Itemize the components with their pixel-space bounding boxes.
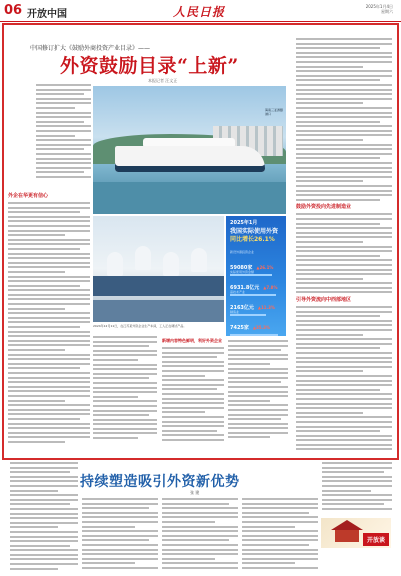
page-header xyxy=(0,0,401,22)
subhead: 新增内容特色鲜明，利好外资企业 xyxy=(162,338,222,343)
bottom-body-column-2 xyxy=(162,498,238,572)
issue-date: 2025年1月4日 星期六 xyxy=(365,4,393,14)
body-column-2 xyxy=(93,336,157,452)
infographic-row: 实际使用外资金额 6931.8亿元 ▲7.8% xyxy=(230,270,282,296)
investment-infographic xyxy=(226,216,286,336)
photo-caption: 海南三亚游艇港口 xyxy=(265,108,284,116)
infographic-row: 制造业 7425家 ▲35.3% xyxy=(230,310,282,336)
bottom-body-column-1 xyxy=(82,498,158,572)
column-logo-image xyxy=(321,518,391,548)
subhead: 外企在华更有信心 xyxy=(8,193,49,199)
intro-column xyxy=(36,84,91,179)
body-column-3 xyxy=(162,336,224,452)
subhead: 鼓励外资投向先进制造业 xyxy=(296,204,352,211)
newspaper-logo: 人民日报 xyxy=(173,5,226,19)
bottom-article-author: 张 建 xyxy=(190,490,200,495)
column-tag: 开放谈 xyxy=(363,533,389,546)
bottom-body-column-4 xyxy=(322,462,392,516)
infographic-row: 新设外商投资企业 59080家 ▲26.1% xyxy=(230,250,282,276)
article-headline: 外资鼓励目录“上新” xyxy=(60,55,239,77)
body-column-right xyxy=(296,38,392,452)
bottom-left-column xyxy=(10,462,78,570)
bottom-article-headline: 持续塑造吸引外资新优势 xyxy=(80,474,240,490)
infographic-highlight: 同比增长26.1% xyxy=(230,236,275,243)
body-column-1 xyxy=(8,190,90,452)
infographic-title: 我国实际使用外资 xyxy=(230,228,279,235)
page-number: 06 xyxy=(4,3,23,18)
photo-caption: 2024年12月11日，在江苏某外资企业生产车间，工人正在调试产品。 xyxy=(93,324,187,328)
cruise-ship-photo xyxy=(93,86,286,214)
subhead: 引导外资流向中西部地区 xyxy=(296,297,352,304)
body-column-4 xyxy=(228,340,288,452)
article-byline: 本报记者 汪文正 xyxy=(148,78,178,83)
section-name: 开放中国 xyxy=(27,9,67,20)
infographic-row: 高技术产业 2163亿元 ▲11.3% xyxy=(230,290,282,316)
infographic-title: 2025年1月 xyxy=(230,220,258,226)
bottom-body-column-3 xyxy=(242,498,318,572)
article-kicker: 中国修订扩大《鼓励外商投资产业目录》—— xyxy=(30,45,151,52)
factory-workers-photo xyxy=(93,216,224,322)
